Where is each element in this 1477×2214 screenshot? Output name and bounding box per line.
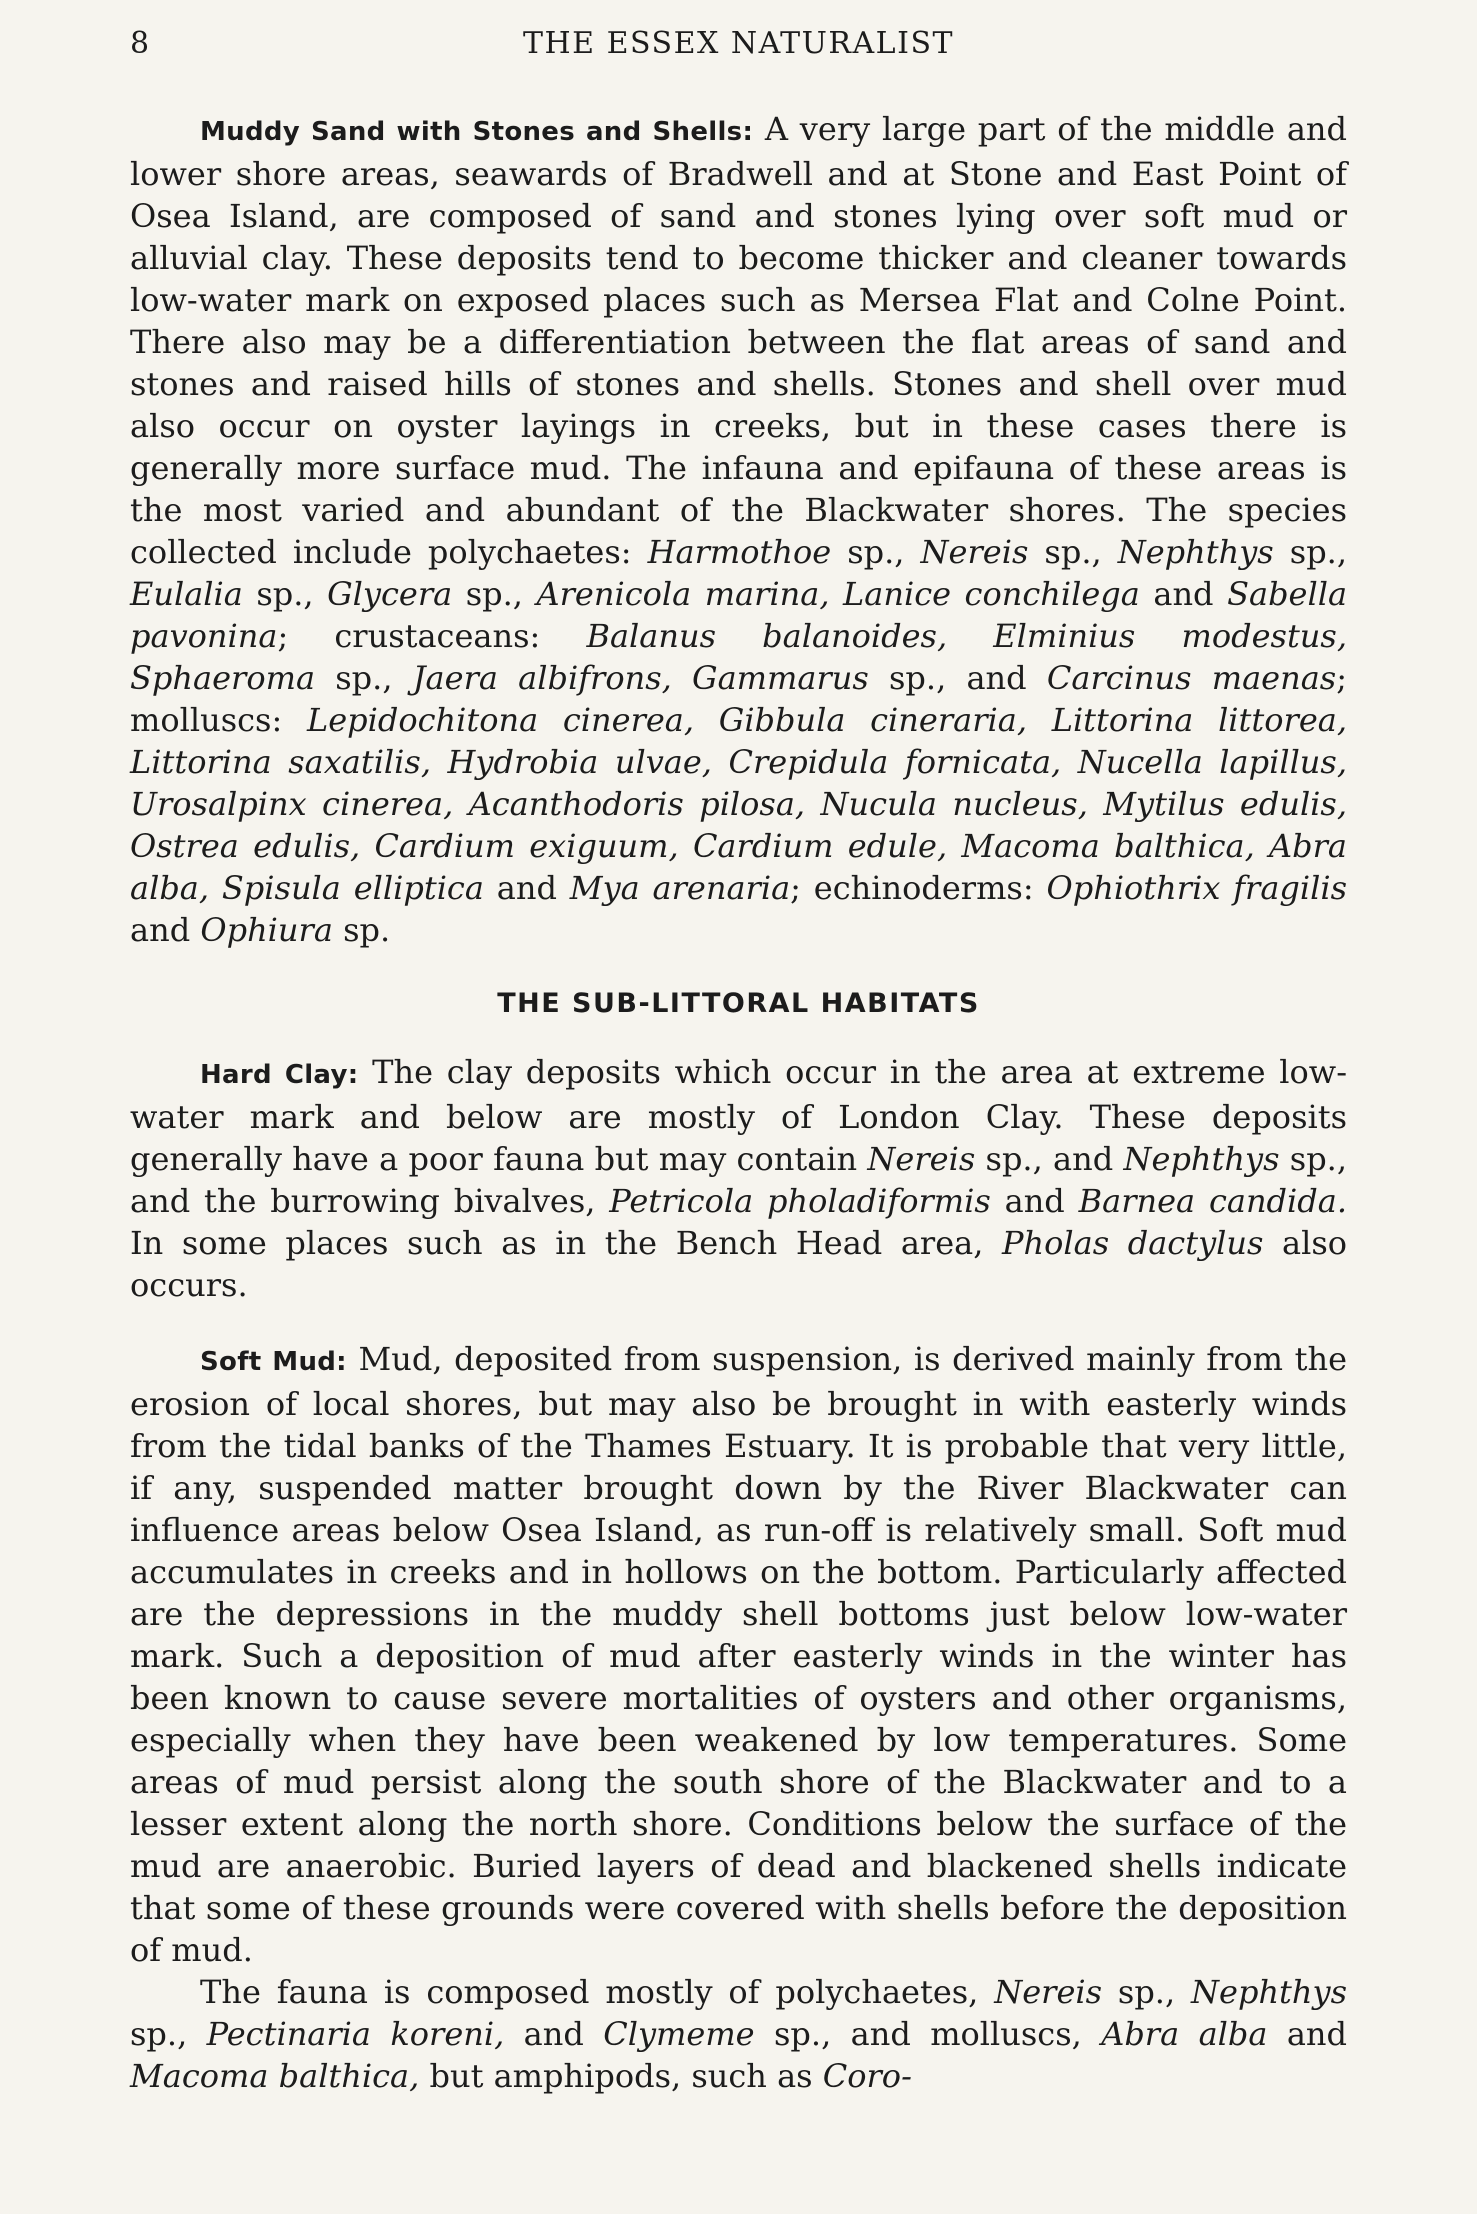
species-name: Nephthys [1123, 1140, 1280, 1178]
paragraph-soft-mud: Soft Mud: Mud, deposited from suspension, is derived mainly from the erosion of local shores, but may also be brought in with easterly winds from the tidal banks of the Thames Estuary. It is probable that very little, if any, suspended matter brought down by the River Blackwater can influence areas below Osea Island, as run-off is relatively small. Soft mud accumulates in creeks and in hollows on the bottom. Particularly affected are the depressions in the muddy shell bottoms just below low-water mark. Such a deposition of mud after easterly winds in the winter has been known to cause severe mortalities of oysters and other organisms, especially when they have been weakened by low temperatures. Some areas of mud persist along the south shore of the Blackwater and to a lesser extent along the north shore. Conditions below the surface of the mud are anaerobic. Buried layers of dead and blackened shells indicate that some of these grounds were covered with shells before the deposition of mud. [130, 1340, 1348, 1969]
paragraph-hard-clay: Hard Clay: The clay deposits which occur in the area at extreme low-water mark and below are mostly of London Clay. These deposits generally have a poor fauna but may contain Nereis sp., and Nephthys sp., and the burrowing bivalves, Petricola pholadiformis and Barnea candida. In some places such as in the Bench Head area, Pholas dactylus also occurs. [130, 1053, 1348, 1304]
species-name: Carcinus maenas [1046, 659, 1337, 697]
species-name: Ophiothrix fragilis [1046, 869, 1348, 907]
species-name: Sabella pavonina [130, 575, 1348, 655]
species-name: Nephthys [1117, 533, 1274, 571]
species-name: Balanus balanoides, Elminius modestus, Sphaeroma [130, 617, 1348, 697]
species-name: Nereis [994, 1973, 1103, 2011]
species-name: Ophiura [200, 911, 333, 949]
species-name: Nereis [920, 533, 1029, 571]
paragraph-lead: Muddy Sand with Stones and Shells: [200, 117, 754, 147]
species-name: Nereis [867, 1140, 976, 1178]
running-title: THE ESSEX NATURALIST [522, 26, 955, 61]
species-name: Coro- [822, 2057, 912, 2095]
article-body [130, 108, 1347, 2097]
species-name: Harmothoe [647, 533, 832, 571]
paragraph-fauna: The fauna is composed mostly of polychaetes, Nereis sp., Nephthys sp., Pectinaria koreni, and Clymeme sp., and molluscs, Abra alba and Macoma balthica, but amphipods, such as Coro- [130, 1973, 1348, 2095]
species-name: Barnea candida. [1078, 1182, 1348, 1220]
species-name: Pectinaria koreni, [206, 2015, 505, 2053]
page-number: 8 [130, 26, 150, 61]
species-name: Jaera albifrons, Gammarus [412, 659, 869, 697]
paragraph-muddy-sand: Muddy Sand with Stones and Shells: A very large part of the middle and lower shore areas, seawards of Bradwell and at Stone and East Point of Osea Island, are composed of sand and stones lying over soft mud or alluvial clay. These deposits tend to become thicker and cleaner towards low-water mark on exposed places such as Mersea Flat and Colne Point. There also may be a differentiation between the flat areas of sand and stones and raised hills of stones and shells. Stones and shell over mud also occur on oyster layings in creeks, but in these cases there is generally more surface mud. The infauna and epifauna of these areas is the most varied and abundant of the Blackwater shores. The species collected include polychaetes: Harmothoe sp., Nereis sp., Nephthys sp., Eulalia sp., Glycera sp., Arenicola marina, Lanice conchilega and Sabella pavonina; crustaceans: Balanus balanoides, Elminius modestus, Sphaeroma sp., Jaera albifrons, Gammarus sp., and Carcinus maenas; molluscs: Lepidochitona cinerea, Gibbula cineraria, Littorina littorea, Littorina saxatilis, Hydrobia ulvae, Crepidula fornicata, Nucella lapillus, Urosalpinx cinerea, Acanthodoris pilosa, Nucula nucleus, Mytilus edulis, Ostrea edulis, Cardium exiguum, Cardium edule, Macoma balthica, Abra alba, Spisula elliptica and Mya arenaria; echinoderms: Ophiothrix fragilis and Ophiura sp. [130, 110, 1348, 949]
species-name: Eulalia [130, 575, 243, 613]
species-name: Pholas dactylus [1002, 1224, 1264, 1262]
page-header [130, 26, 1347, 76]
species-name: Nephthys [1191, 1973, 1348, 2011]
species-name: Lepidochitona cinerea, Gibbula cineraria, Littorina littorea, Littorina saxatilis, Hydrobia ulvae, Crepidula fornicata, Nucella lapillus, Urosalpinx cinerea, Acanthodoris pilosa, Nucula nucleus, Mytilus edulis, Ostrea edulis, Cardium exiguum, Cardium edule, Macoma balthica, Abra alba, Spisula elliptica [130, 701, 1348, 907]
paragraph-lead: Hard Clay: [200, 1060, 359, 1090]
species-name: Abra alba [1101, 2015, 1268, 2053]
species-name: Glycera [327, 575, 453, 613]
species-name: Arenicola marina, Lanice conchilega [536, 575, 1140, 613]
species-name: Macoma balthica, [130, 2057, 420, 2095]
section-heading: THE SUB-LITTORAL HABITATS [497, 988, 980, 1019]
paragraph-lead: Soft Mud: [200, 1347, 347, 1377]
species-name: Mya arenaria [569, 869, 791, 907]
species-name: Petricola pholadiformis [609, 1182, 991, 1220]
species-name: Clymeme [603, 2015, 755, 2053]
